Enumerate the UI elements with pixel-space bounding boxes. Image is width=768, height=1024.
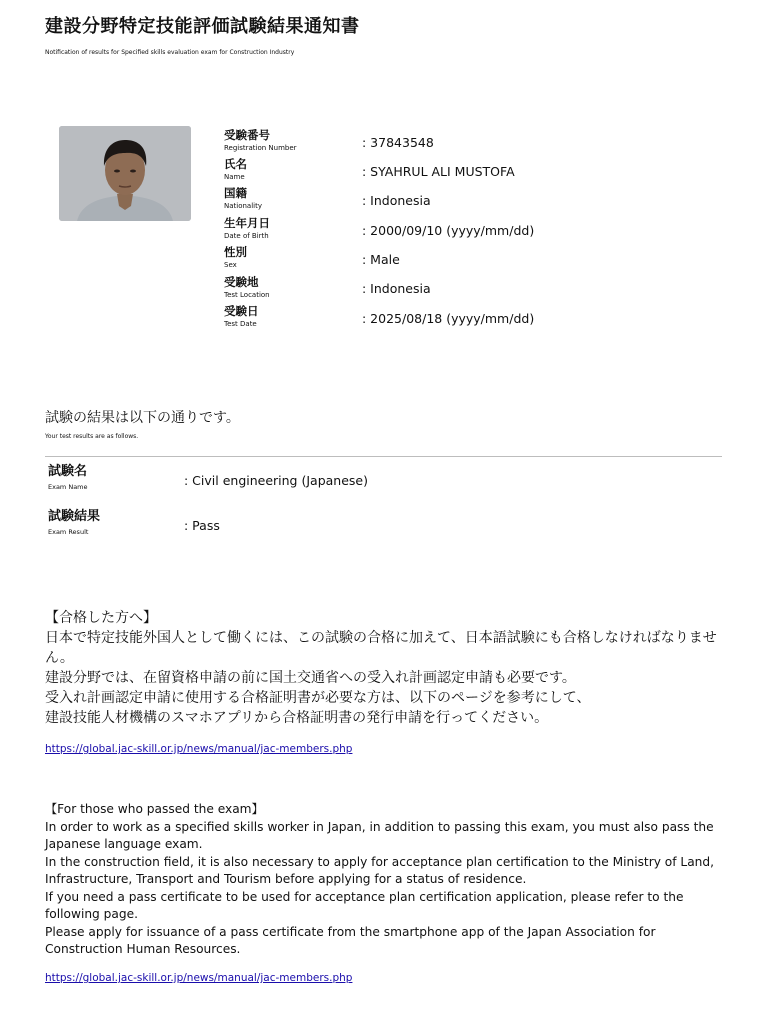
notice-line: 建設技能人材機構のスマホアプリから合格証明書の発行申請を行ってください。 (45, 710, 549, 726)
results-divider (45, 456, 722, 457)
value-test-location: : Indonesia (362, 281, 431, 296)
label-en: Date of Birth (224, 232, 269, 240)
label-en: Exam Result (48, 528, 89, 536)
person-photo-icon (59, 126, 191, 221)
document-subtitle: Notification of results for Specified skills evaluation exam for Construction Industry (45, 49, 295, 56)
label-date-of-birth (224, 216, 270, 241)
notice-line: If you need a pass certificate to be used for acceptance plan certification application, please refer to the following page. (45, 889, 684, 921)
label-jp: 試験結果 (48, 509, 101, 524)
value-test-date: : 2025/08/18 (yyyy/mm/dd) (362, 311, 535, 326)
notice-line: 建設分野では、在留資格申請の前に国土交通省への受入れ計画認定申請も必要です。 (45, 670, 576, 686)
label-registration-number (224, 128, 297, 153)
label-jp: 受験地 (224, 275, 259, 289)
jac-members-link-en[interactable]: https://global.jac-skill.or.jp/news/manual/jac-members.php (45, 972, 353, 984)
label-en: Test Location (224, 291, 270, 299)
label-test-date (224, 304, 259, 329)
label-jp: 受験番号 (224, 128, 270, 142)
results-heading: 試験の結果は以下の通りです。 (45, 410, 240, 426)
notice-line: 【For those who passed the exam】 (45, 802, 264, 816)
label-en: Sex (224, 261, 237, 269)
value-exam-name: : Civil engineering (Japanese) (184, 473, 368, 488)
value-nationality: : Indonesia (362, 193, 431, 208)
label-exam-result (48, 509, 100, 537)
notice-line: 日本で特定技能外国人として働くには、この試験の合格に加えて、日本語試験にも合格しなければなりません。 (45, 630, 717, 666)
label-en: Exam Name (48, 483, 88, 491)
label-nationality (224, 186, 262, 211)
notice-english (45, 801, 735, 959)
value-sex: : Male (362, 252, 400, 267)
value-name: : SYAHRUL ALI MUSTOFA (362, 164, 515, 179)
candidate-photo (59, 126, 191, 221)
results-subheading: Your test results are as follows. (45, 433, 139, 440)
notice-line: In order to work as a specified skills worker in Japan, in addition to passing this exam, you must also pass the Japanese language exam. (45, 819, 714, 851)
label-jp: 国籍 (224, 186, 247, 200)
label-en: Nationality (224, 202, 263, 210)
notice-line: 【合格した方へ】 (45, 610, 157, 626)
label-exam-name (48, 464, 88, 492)
value-date-of-birth: : 2000/09/10 (yyyy/mm/dd) (362, 223, 535, 238)
value-exam-result: : Pass (184, 518, 220, 533)
jac-members-link-jp[interactable]: https://global.jac-skill.or.jp/news/manual/jac-members.php (45, 743, 353, 755)
document-title: 建設分野特定技能評価試験結果通知書 (45, 16, 360, 37)
label-sex (224, 245, 247, 270)
label-jp: 生年月日 (224, 216, 270, 230)
label-jp: 性別 (224, 245, 247, 259)
label-jp: 受験日 (224, 304, 259, 318)
label-en: Registration Number (224, 144, 297, 152)
label-test-location (224, 275, 270, 300)
value-registration-number: : 37843548 (362, 135, 434, 150)
label-en: Test Date (224, 320, 257, 328)
label-jp: 氏名 (224, 157, 247, 171)
label-jp: 試験名 (48, 464, 88, 479)
notice-line: Please apply for issuance of a pass certificate from the smartphone app of the Japan Association for Construction Human Resources. (45, 924, 656, 956)
notice-line: In the construction field, it is also necessary to apply for acceptance plan certification to the Ministry of Land, Infrastructure, Transport and Tourism before applying for a status of residence. (45, 854, 715, 886)
notice-line: 受入れ計画認定申請に使用する合格証明書が必要な方は、以下のページを参考にして、 (45, 690, 591, 706)
label-en: Name (224, 173, 245, 181)
notice-japanese (45, 608, 735, 728)
label-name (224, 157, 247, 182)
